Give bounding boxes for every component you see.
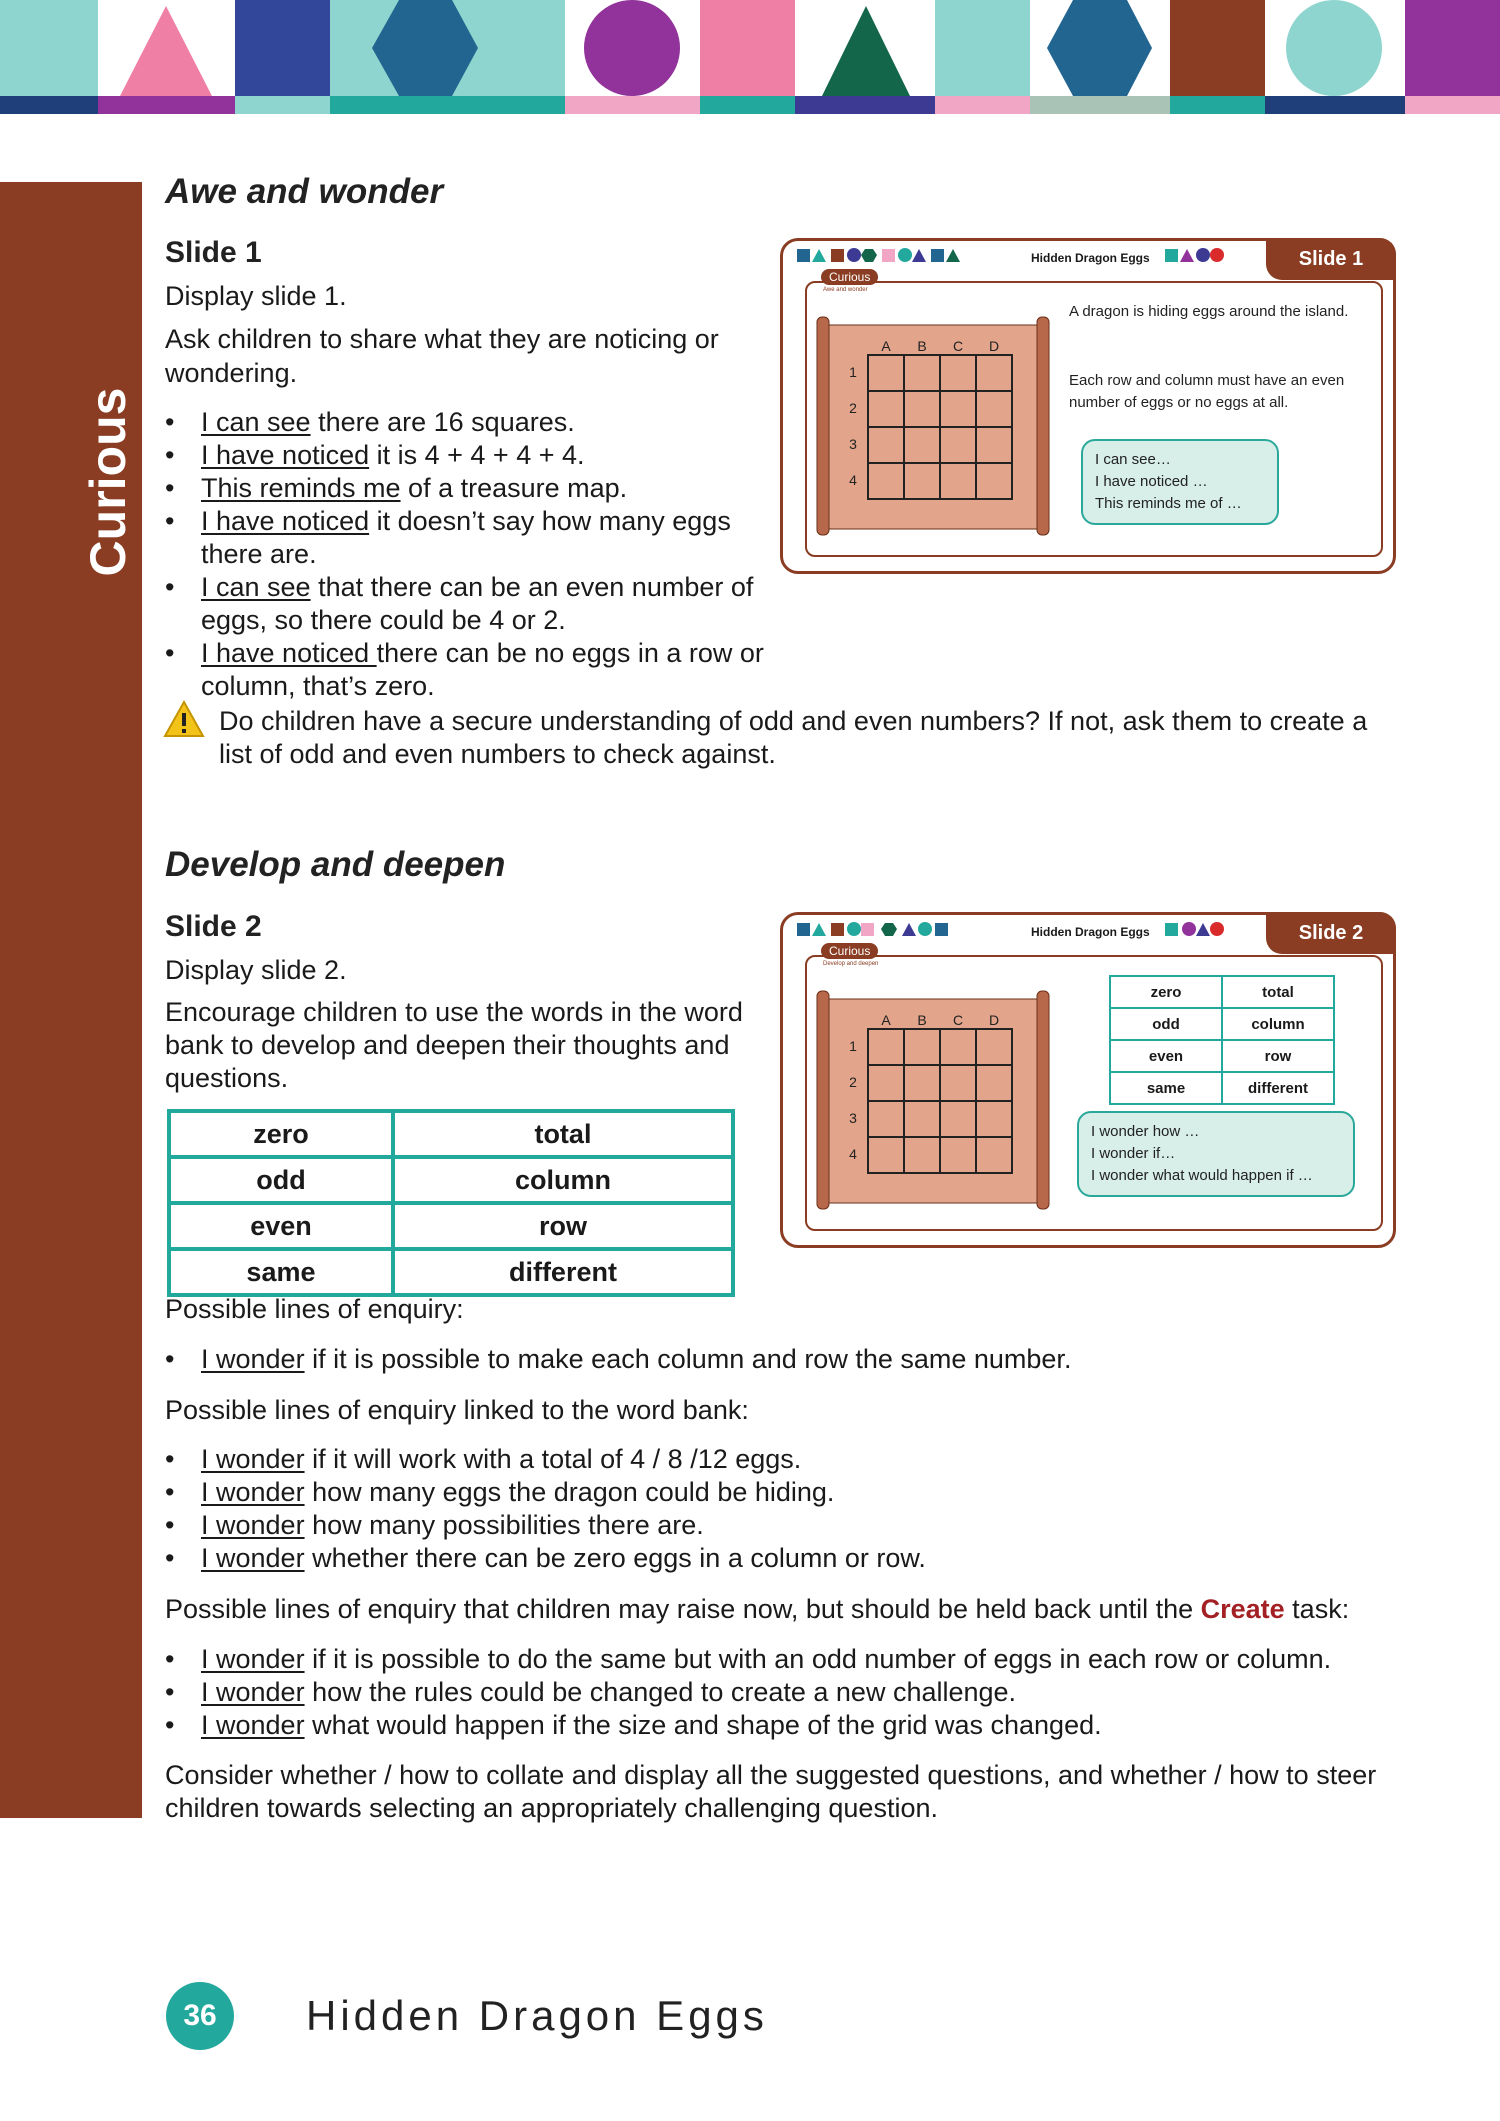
treasure-map-grid xyxy=(813,985,1053,1215)
list-item xyxy=(165,1676,1405,1709)
bullet-text: whether there can be zero eggs in a column or row. xyxy=(304,1543,926,1573)
bubble-line: I wonder how … xyxy=(1091,1123,1200,1140)
footer-title: Hidden Dragon Eggs xyxy=(306,1992,768,2039)
sentence-stem: I wonder xyxy=(201,1510,305,1540)
sentence-stem: I wonder xyxy=(201,1344,305,1374)
slide1-instruction: Display slide 1. xyxy=(165,281,347,311)
word-cell: different xyxy=(393,1249,733,1295)
col-label-c: C xyxy=(952,1012,964,1028)
col-label-a: A xyxy=(881,1012,891,1028)
list-item xyxy=(165,1643,1405,1676)
slide1-title: Hidden Dragon Eggs xyxy=(1031,251,1150,265)
bullet-text: how many eggs the dragon could be hiding. xyxy=(304,1477,835,1507)
word-cell: zero xyxy=(1110,976,1222,1008)
bullet-text: it is 4 + 4 + 4 + 4. xyxy=(369,440,585,470)
warning-icon xyxy=(163,700,205,738)
word-cell: column xyxy=(393,1157,733,1203)
word-cell: odd xyxy=(1110,1008,1222,1040)
table-row xyxy=(169,1157,733,1203)
slide2-word-bank xyxy=(1109,975,1335,1105)
bullet-text: how the rules could be changed to create a new challenge. xyxy=(304,1677,1017,1707)
bullet-text: if it is possible to make each column and row the same number. xyxy=(304,1344,1072,1374)
sentence-stem: I wonder xyxy=(201,1444,305,1474)
sidebar-label: Curious xyxy=(80,387,136,577)
slide1-speech-bubble xyxy=(1081,439,1279,525)
word-cell: zero xyxy=(169,1111,393,1157)
slide1-thumbnail xyxy=(780,238,1396,574)
slide2-heading: Slide 2 xyxy=(165,910,262,943)
word-cell: row xyxy=(393,1203,733,1249)
linked-enquiry-label: Possible lines of enquiry linked to the word bank: xyxy=(165,1395,749,1425)
held-label-post: task: xyxy=(1284,1594,1350,1624)
noticing-list xyxy=(165,406,775,703)
list-item xyxy=(165,1542,1365,1575)
col-label-b: B xyxy=(917,338,927,354)
list-item xyxy=(165,505,775,571)
table-row xyxy=(169,1111,733,1157)
list-item xyxy=(165,1476,1365,1509)
col-label-d: D xyxy=(988,1012,1000,1028)
slide1-prompt: Ask children to share what they are noticing or wondering. xyxy=(165,324,719,388)
bullet-text: what would happen if the size and shape of the grid was changed. xyxy=(304,1710,1102,1740)
slide2-prompt: Encourage children to use the words in the word bank to develop and deepen their thoughts and questions. xyxy=(165,997,743,1093)
section-heading-develop: Develop and deepen xyxy=(165,845,506,884)
bullet-text: there can be no eggs in a row or column, that’s zero. xyxy=(201,638,764,701)
create-task-highlight: Create xyxy=(1200,1594,1285,1624)
word-cell: same xyxy=(1110,1072,1222,1104)
linked-enquiry-list xyxy=(165,1443,1365,1575)
col-label-c: C xyxy=(952,338,964,354)
word-cell: even xyxy=(1110,1040,1222,1072)
table-row xyxy=(169,1249,733,1295)
slide2-subtitle: Develop and deepen xyxy=(823,961,879,967)
sentence-stem: I wonder xyxy=(201,1710,305,1740)
treasure-map-grid xyxy=(813,311,1053,541)
list-item xyxy=(165,1509,1365,1542)
word-cell: different xyxy=(1222,1072,1334,1104)
bubble-line: This reminds me of … xyxy=(1095,495,1242,512)
table-row xyxy=(1110,1072,1334,1104)
bullet-text: there are 16 squares. xyxy=(310,407,575,437)
list-item xyxy=(165,406,775,439)
sentence-stem: I wonder xyxy=(201,1477,305,1507)
slide2-pill: Curious xyxy=(821,943,878,959)
consider-paragraph: Consider whether / how to collate and display all the suggested questions, and whether / how to steer children towards selecting an appropriately challenging question. xyxy=(165,1760,1377,1823)
held-label-pre: Possible lines of enquiry that children may raise now, but should be held back until the xyxy=(165,1594,1201,1624)
slide2-speech-bubble xyxy=(1077,1111,1355,1197)
bullet-text: if it will work with a total of 4 / 8 /12 eggs. xyxy=(304,1444,802,1474)
bubble-line: I can see… xyxy=(1095,451,1171,468)
sentence-stem: I can see xyxy=(201,407,311,437)
bullet-text: how many possibilities there are. xyxy=(304,1510,704,1540)
list-item xyxy=(165,1443,1365,1476)
page-number: 36 xyxy=(166,1982,234,2050)
slide1-pill: Curious xyxy=(821,269,878,285)
row-label-2: 2 xyxy=(849,400,857,416)
slide2-tag: Slide 2 xyxy=(1266,912,1396,954)
col-label-d: D xyxy=(988,338,1000,354)
purple-circle-icon xyxy=(584,0,680,96)
held-back-label xyxy=(165,1592,1405,1626)
sentence-stem: This reminds me xyxy=(201,473,401,503)
slide1-text-1: A dragon is hiding eggs around the island. xyxy=(1069,303,1349,320)
list-item xyxy=(165,1709,1405,1742)
row-label-3: 3 xyxy=(849,1110,857,1126)
list-item xyxy=(165,472,775,505)
enquiry-label: Possible lines of enquiry: xyxy=(165,1294,464,1324)
table-row xyxy=(1110,1008,1334,1040)
sentence-stem: I have noticed xyxy=(201,440,370,470)
row-label-1: 1 xyxy=(849,1038,857,1054)
slide1-heading: Slide 1 xyxy=(165,236,262,269)
sentence-stem: I wonder xyxy=(201,1677,305,1707)
held-back-list xyxy=(165,1643,1405,1742)
slide1-tag: Slide 1 xyxy=(1266,238,1396,280)
warning-text: Do children have a secure understanding of odd and even numbers? If not, ask them to create a list of odd and even numbers to check against. xyxy=(219,706,1368,769)
word-cell: odd xyxy=(169,1157,393,1203)
slide1-text-2: Each row and column must have an even number of eggs or no eggs at all. xyxy=(1069,372,1345,411)
word-cell: total xyxy=(393,1111,733,1157)
bubble-line: I have noticed … xyxy=(1095,473,1208,490)
slide2-thumbnail xyxy=(780,912,1396,1248)
table-row xyxy=(1110,976,1334,1008)
word-cell: column xyxy=(1222,1008,1334,1040)
list-item xyxy=(165,1343,1365,1376)
bullet-text: of a treasure map. xyxy=(400,473,628,503)
col-label-a: A xyxy=(881,338,891,354)
enquiry-list xyxy=(165,1343,1365,1376)
sentence-stem: I have noticed xyxy=(201,506,370,536)
list-item xyxy=(165,439,775,472)
row-label-4: 4 xyxy=(849,472,857,488)
row-label-2: 2 xyxy=(849,1074,857,1090)
list-item xyxy=(165,571,775,637)
sentence-stem: I wonder xyxy=(201,1644,305,1674)
row-label-3: 3 xyxy=(849,436,857,452)
col-label-b: B xyxy=(917,1012,927,1028)
row-label-1: 1 xyxy=(849,364,857,380)
bubble-line: I wonder what would happen if … xyxy=(1091,1167,1313,1184)
bullet-text: if it is possible to do the same but with an odd number of eggs in each row or column. xyxy=(304,1644,1332,1674)
word-bank-table xyxy=(167,1109,735,1297)
bubble-line: I wonder if… xyxy=(1091,1145,1176,1162)
sidebar-tab xyxy=(0,182,142,1818)
bullet-text: that there can be an even number of eggs, so there could be 4 or 2. xyxy=(201,572,754,635)
section-heading-awe: Awe and wonder xyxy=(165,172,444,211)
word-cell: total xyxy=(1222,976,1334,1008)
slide2-instruction: Display slide 2. xyxy=(165,955,347,985)
sentence-stem: I wonder xyxy=(201,1543,305,1573)
slide1-subtitle: Awe and wonder xyxy=(823,287,868,293)
teal-circle-icon xyxy=(1286,0,1382,96)
word-cell: row xyxy=(1222,1040,1334,1072)
row-label-4: 4 xyxy=(849,1146,857,1162)
table-row xyxy=(169,1203,733,1249)
sentence-stem: I have noticed xyxy=(201,638,377,668)
sentence-stem: I can see xyxy=(201,572,311,602)
word-cell: same xyxy=(169,1249,393,1295)
table-row xyxy=(1110,1040,1334,1072)
word-cell: even xyxy=(169,1203,393,1249)
slide2-title: Hidden Dragon Eggs xyxy=(1031,925,1150,939)
decorative-shape-banner xyxy=(0,0,1500,114)
bullet-text: it doesn’t say how many eggs there are. xyxy=(201,506,731,569)
list-item xyxy=(165,637,775,703)
